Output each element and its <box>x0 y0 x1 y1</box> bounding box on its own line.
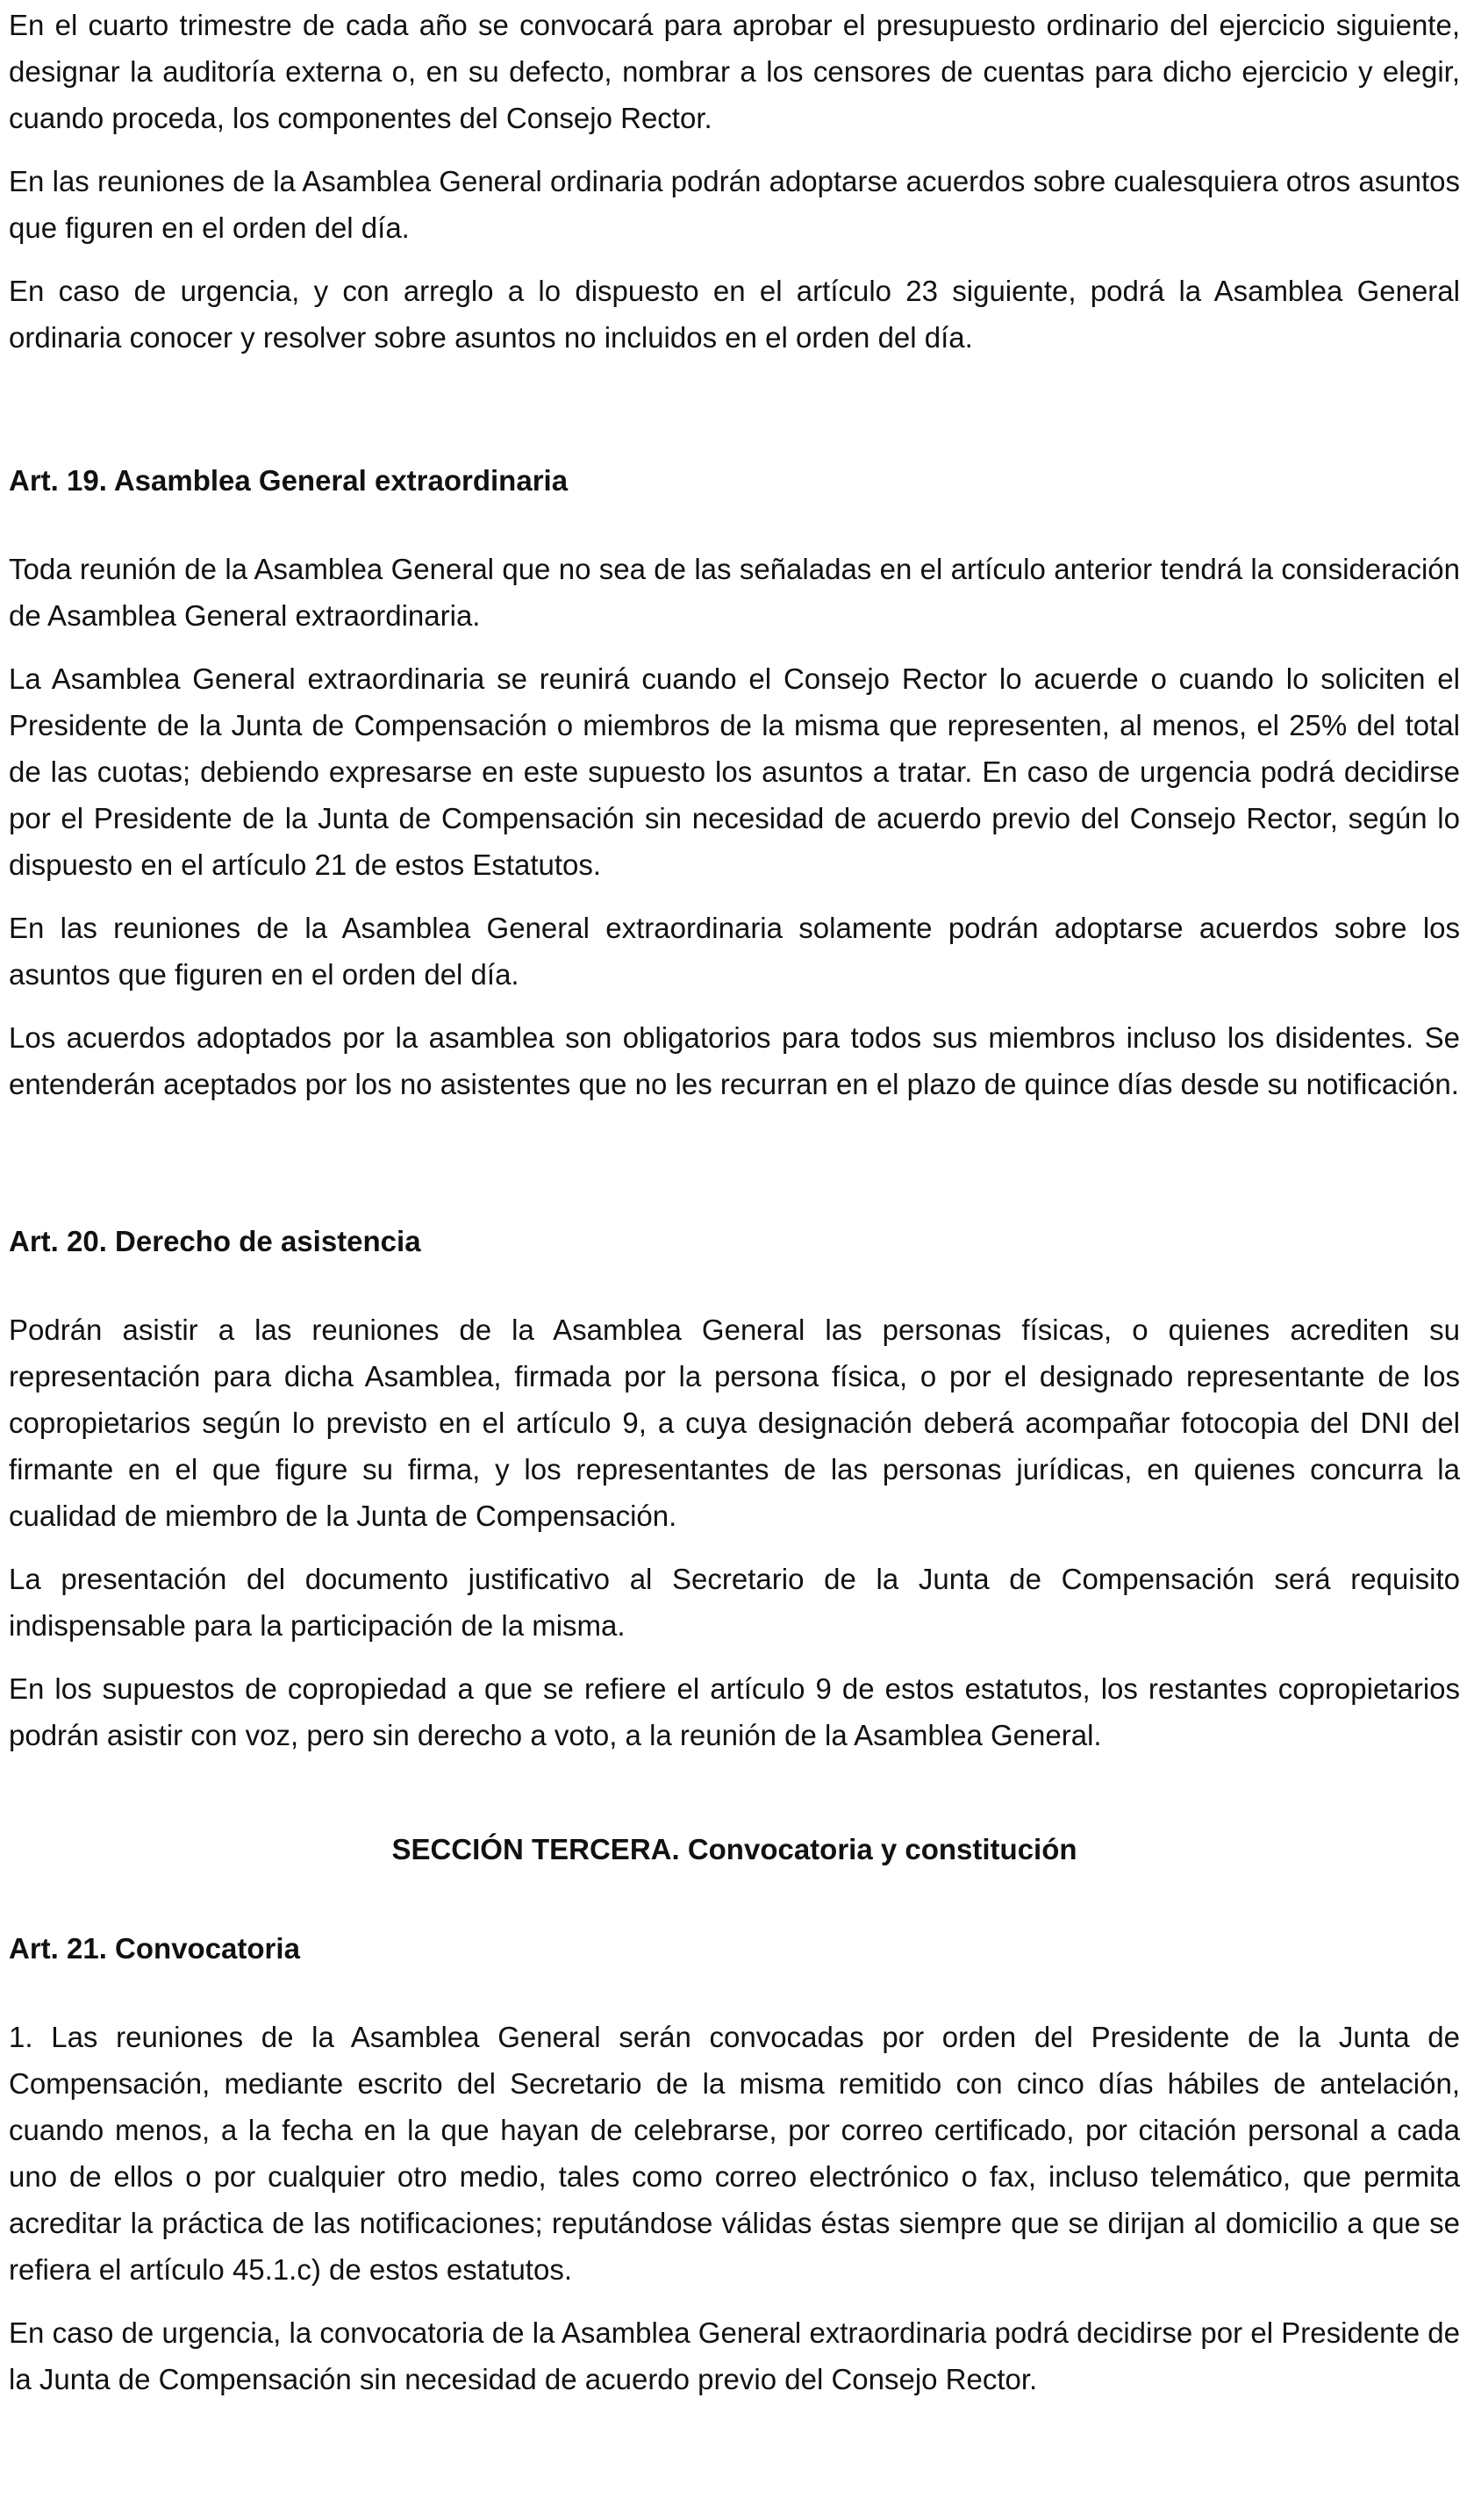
art21-block <box>9 1925 1460 2419</box>
art19-block <box>9 457 1460 1124</box>
art19-paragraph-2: La Asamblea General extraordinaria se reunirá cuando el Consejo Rector lo acuerde o cuando lo soliciten el Presidente de la Junta de Compensación o miembros de la misma que representen, al menos, el 25% del total de las cuotas; debiendo expresarse en este supuesto los asuntos a tratar. En caso de urgencia podrá decidirse por el Presidente de la Junta de Compensación sin necesidad de acuerdo previo del Consejo Rector, según lo dispuesto en el artículo 21 de estos Estatutos. <box>9 662 1460 881</box>
intro-block <box>9 2 1460 377</box>
art20-paragraph-3: En los supuestos de copropiedad a que se refiere el artículo 9 de estos estatutos, los restantes copropietarios podrán asistir con voz, pero sin derecho a voto, a la reunión de la Asamblea General. <box>9 1672 1460 1751</box>
section-title: SECCIÓN TERCERA. Convocatoria y constitución <box>391 1833 1077 1865</box>
art20-heading: Art. 20. Derecho de asistencia <box>9 1225 421 1257</box>
art19-heading: Art. 19. Asamblea General extraordinaria <box>9 464 569 497</box>
intro-paragraph-2: En las reuniones de la Asamblea General ordinaria podrán adoptarse acuerdos sobre cualesquiera otros asuntos que figuren en el orden del día. <box>9 165 1460 244</box>
art19-paragraph-4: Los acuerdos adoptados por la asamblea son obligatorios para todos sus miembros incluso los disidentes. Se entenderán aceptados por los no asistentes que no les recurran en el plazo de quince días desde su notificación. <box>9 1021 1460 1100</box>
intro-paragraph-1: En el cuarto trimestre de cada año se convocará para aprobar el presupuesto ordinario del ejercicio siguiente, designar la auditoría externa o, en su defecto, nombrar a los censores de cuentas para dicho ejercicio y elegir, cuando proceda, los componentes del Consejo Rector. <box>9 9 1460 134</box>
art21-paragraph-1: 1. Las reuniones de la Asamblea General serán convocadas por orden del Presidente de la Junta de Compensación, mediante escrito del Secretario de la misma remitido con cinco días hábiles de antelación, cuando menos, a la fecha en la que hayan de celebrarse, por correo certificado, por citación personal a cada uno de ellos o por cualquier otro medio, tales como correo electrónico o fax, incluso telemático, que permita acreditar la práctica de las notificaciones; reputándose válidas éstas siempre que se dirijan al domicilio a que se refiera el artículo 45.1.c) de estos estatutos. <box>9 2021 1460 2286</box>
art21-paragraph-2: En caso de urgencia, la convocatoria de la Asamblea General extraordinaria podrá decidirse por el Presidente de la Junta de Compensación sin necesidad de acuerdo previo del Consejo Rector. <box>9 2316 1460 2395</box>
art21-heading: Art. 21. Convocatoria <box>9 1932 300 1965</box>
section-three-block <box>9 1826 1460 1872</box>
art20-block <box>9 1218 1460 1775</box>
art20-paragraph-1: Podrán asistir a las reuniones de la Asamblea General las personas físicas, o quienes acrediten su representación para dicha Asamblea, firmada por la persona física, o por el designado representante de los copropietarios según lo previsto en el artículo 9, a cuya designación deberá acompañar fotocopia del DNI del firmante en el que figure su firma, y los representantes de las personas jurídicas, en quienes concurra la cualidad de miembro de la Junta de Compensación. <box>9 1314 1460 1532</box>
art20-paragraph-2: La presentación del documento justificativo al Secretario de la Junta de Compensación será requisito indispensable para la participación de la misma. <box>9 1563 1460 1642</box>
art19-paragraph-1: Toda reunión de la Asamblea General que no sea de las señaladas en el artículo anterior tendrá la consideración de Asamblea General extraordinaria. <box>9 553 1460 632</box>
art19-paragraph-3: En las reuniones de la Asamblea General extraordinaria solamente podrán adoptarse acuerdos sobre los asuntos que figuren en el orden del día. <box>9 912 1460 991</box>
intro-paragraph-3: En caso de urgencia, y con arreglo a lo dispuesto en el artículo 23 siguiente, podrá la Asamblea General ordinaria conocer y resolver sobre asuntos no incluidos en el orden del día. <box>9 275 1460 354</box>
